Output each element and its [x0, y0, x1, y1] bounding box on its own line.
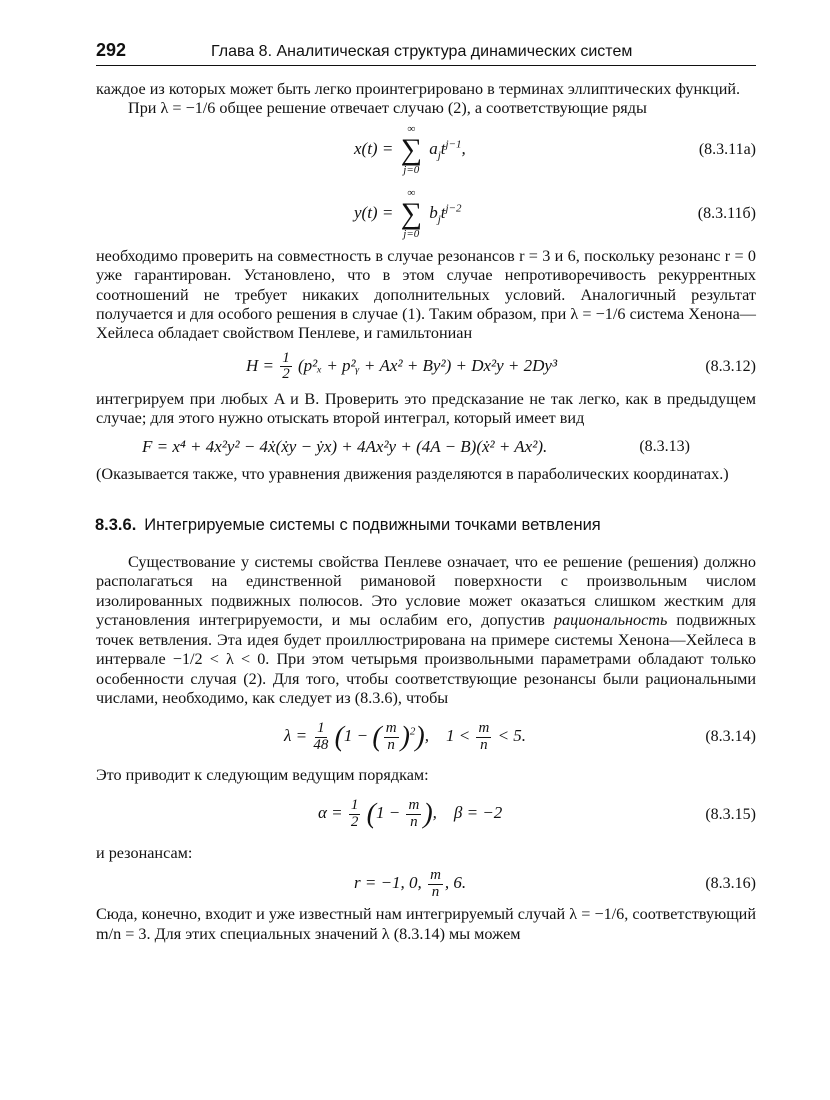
sum-upper-limit: ∞ [407, 186, 416, 199]
equation-body [354, 868, 466, 901]
summation-sign: ∞ ∑ j=0 [400, 186, 422, 240]
coef: b [429, 202, 438, 222]
equation-number: (8.3.16) [705, 875, 756, 893]
denominator: n [387, 736, 395, 753]
equation-8-3-13 [96, 429, 756, 465]
denominator: n [431, 883, 440, 900]
eq-lhs: x(t) = [354, 138, 394, 158]
ineq-left: 1 < [445, 726, 471, 746]
eq-tail: , 6. [444, 873, 467, 893]
equation-body: F = x⁴ + 4x²y² − 4ẋ(ẋy − ẏx) + 4Ax²y + (4A − B)(ẋ² + Ax²). [142, 436, 548, 456]
var-t: t [440, 138, 446, 158]
beta-value: β = −2 [453, 803, 503, 823]
equation-8-3-12 [96, 344, 756, 390]
sum-lower-limit: j=0 [403, 227, 420, 240]
equation-8-3-11a [96, 119, 756, 181]
paragraph-8: и резонансам: [96, 843, 193, 862]
power: j−1 [445, 138, 462, 151]
paragraph-1: каждое из которых может быть легко проинтегрировано в терминах эллиптических функций. [96, 80, 741, 98]
page-number: 292 [96, 40, 127, 60]
sum-upper-limit: ∞ [407, 122, 416, 135]
eq-inner: 1 − [343, 726, 369, 746]
denominator: 2 [282, 366, 290, 383]
equation-body: λ = $\frac{1}{48}$ (1 − ( $\frac{m}{n}$ )$^2$), 1 < $\frac{m}{n}$ < 5. [284, 720, 527, 753]
chapter-title: Глава 8. Аналитическая структура динамических систем [211, 43, 633, 60]
sum-lower-limit: j=0 [403, 163, 420, 176]
running-header [96, 40, 756, 66]
coef-index: j [437, 149, 441, 162]
numerator: 1 [350, 797, 359, 814]
equation-body: α = $\frac{1}{2}$ (1 − $\frac{m}{n}$ ), β = −2 [318, 797, 503, 831]
paragraph-4: интегрируем при любых A и B. Проверить это предсказание не так легко, как в предыдущем случае; для этого нужно отыскать второй интеграл, который имеет вид [96, 389, 756, 428]
eq-lhs: α = [318, 803, 343, 823]
paragraph-9: Сюда, конечно, входит и уже известный нам интегрируемый случай λ = −1/6, соответствующий m/n = 3. Для этих специальных значений λ (8.3.14) мы можем [96, 905, 756, 943]
numerator: m [478, 720, 490, 737]
italic-term: рациональность [553, 611, 668, 630]
var-t: t [440, 202, 446, 222]
equation-number: (8.3.15) [705, 805, 756, 823]
equation-body [246, 351, 557, 384]
paragraph-5: (Оказывается также, что уравнения движения разделяются в параболических координатах.) [96, 464, 729, 483]
equation-number: (8.3.11a) [698, 140, 756, 158]
power: j−2 [445, 202, 462, 215]
equation-number: (8.3.13) [639, 437, 690, 455]
fraction [349, 798, 361, 831]
equation-8-3-11b [96, 181, 756, 247]
numerator: m [430, 866, 441, 883]
denominator: 2 [350, 814, 359, 831]
paragraph-2: При λ = −1/6 общее решение отвечает случаю (2), а соответствующие ряды [128, 99, 647, 118]
equation-8-3-15 [96, 786, 756, 844]
section-heading [95, 516, 756, 535]
paragraph-3: необходимо проверить на совместность в случае резонансов r = 3 и 6, поскольку резонанс r = 0 уже гарантирован. Установлено, что в этом случае непротиворечивость рекуррентных соотношений не требует никаких дополнительных условий. Аналогичный результат получается и для особого решения в случае (1). Таким образом, при λ = −1/6 система Хенона—Хейлеса обладает свойством Пенлеве, и гамильтониан [96, 246, 756, 343]
eq-inner: 1 − [375, 803, 401, 823]
eq-rhs: (p²ₓ + p²ᵧ + Ax² + By²) + Dx²y + 2Dy³ [298, 355, 558, 375]
equation-number: (8.3.11б) [697, 204, 756, 222]
fraction-m-n [384, 721, 399, 754]
eq-lhs: λ = [284, 726, 308, 746]
equation-body [354, 188, 461, 240]
coef-index: j [437, 213, 441, 226]
fraction-m-n-ineq [476, 721, 491, 754]
fraction [280, 351, 292, 384]
eq-lhs: y(t) = [354, 202, 394, 222]
eq-lhs: r = −1, 0, [354, 873, 422, 893]
numerator: m [408, 797, 420, 814]
numerator: 1 [317, 720, 325, 737]
eq-tail: , [461, 138, 466, 158]
fraction-m-n [406, 798, 421, 831]
book-page [96, 40, 756, 944]
denominator: n [480, 736, 488, 753]
section-number: 8.3.6. [95, 516, 137, 535]
paragraph-6 [96, 553, 756, 708]
paragraph-6-part-a: Существование у системы свойства Пенлеве означает, что ее решение (решения) должно располагаться на единственной римановой поверхности с произвольным числом изолированных подвижных полюсов. Это условие может оказаться слишком жестким для установления интегрируемости, и мы ослабим его, допустив [96, 553, 756, 630]
paragraph-7: Это приводит к следующим ведущим порядкам: [96, 766, 429, 785]
ineq-right: < 5. [497, 726, 527, 746]
equation-number: (8.3.12) [705, 357, 756, 375]
equation-body [354, 124, 466, 176]
eq-lhs: H = [246, 355, 274, 375]
paragraph-6-part-b: подвижных точек ветвления. Эта идея будет проиллюстрирована на примере системы Хенона—Хейлеса в интервале −1/2 < λ < 0. При этом четырьмя произвольными параметрами обладают только особенности случая (2). Для того, чтобы соответствующие резонансы были рациональными числами, необходимо, как следует из (8.3.6), чтобы [96, 611, 757, 707]
summation-sign: ∞ ∑ j=0 [400, 122, 422, 176]
equation-8-3-14 [96, 708, 756, 766]
numerator: 1 [282, 349, 290, 366]
denominator: 48 [313, 736, 329, 753]
section-title: Интегрируемые системы с подвижными точками ветвления [144, 516, 601, 535]
coef: a [429, 138, 438, 158]
denominator: n [410, 814, 418, 831]
equation-number: (8.3.14) [705, 728, 756, 746]
equation-8-3-16 [96, 863, 756, 905]
fraction [313, 721, 328, 754]
numerator: m [385, 720, 397, 737]
fraction-m-n [428, 868, 443, 901]
